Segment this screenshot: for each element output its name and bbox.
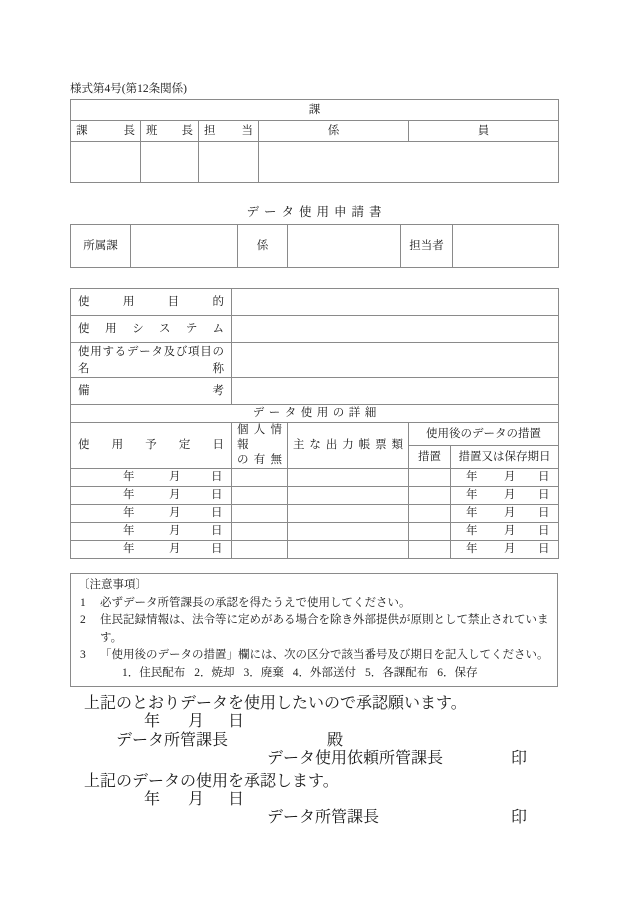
measure-cell[interactable] <box>409 541 451 559</box>
retention-date-month: 月 <box>504 543 516 555</box>
retention-date-day: 日 <box>538 525 550 537</box>
note-item-2 <box>78 612 550 647</box>
approval-col-in: 員 <box>409 121 559 142</box>
applicant-seal-mark[interactable]: 印 <box>511 750 528 767</box>
data-item-names-label-line1: 使用するデータ及び項目の <box>78 346 224 358</box>
note-item-1-text: 必ずデータ所管課長の承認を得たうえで使用してください。 <box>100 596 411 609</box>
note-item-3-text: 「使用後のデータの措置」欄には、次の区分で該当番号及び期日を記入してください。 <box>100 649 549 661</box>
personal-info-header-line1: 個人情報 <box>237 424 282 451</box>
use-date-cell[interactable] <box>71 523 232 541</box>
note-item-1 <box>78 595 550 613</box>
remarks-label <box>71 378 232 405</box>
table-row <box>71 523 559 541</box>
table-row <box>71 100 559 121</box>
approval-col-kacho-label: 課 長 <box>76 124 135 137</box>
output-docs-cell[interactable] <box>288 541 409 559</box>
use-date-month: 月 <box>169 507 181 519</box>
use-date-day: 日 <box>211 543 223 555</box>
note-item-3 <box>78 647 550 665</box>
person-in-charge-label: 担当者 <box>401 225 453 268</box>
retention-date-cell[interactable] <box>451 523 559 541</box>
measure-cell[interactable] <box>409 523 451 541</box>
purpose-label <box>71 289 232 316</box>
use-date-cell[interactable] <box>71 541 232 559</box>
use-date-year: 年 <box>123 489 135 501</box>
measure-header: 措置 <box>409 446 451 469</box>
output-docs-cell[interactable] <box>288 487 409 505</box>
retention-date-year: 年 <box>466 507 478 519</box>
note-item-2-text: 住民記録情報は、法令等に定めがある場合を除き外部提供が原則として禁止されています。 <box>100 614 549 644</box>
approval-date[interactable] <box>144 786 244 809</box>
table-row <box>71 142 559 183</box>
personal-info-cell[interactable] <box>232 469 288 487</box>
approval-col-hancho <box>141 121 199 142</box>
personal-info-cell[interactable] <box>232 523 288 541</box>
retention-date-value <box>451 542 558 557</box>
approval-header-ka: 課 <box>71 100 559 121</box>
retention-date-cell[interactable] <box>451 487 559 505</box>
retention-date-month: 月 <box>504 507 516 519</box>
use-date-value <box>71 470 231 485</box>
retention-date-year: 年 <box>466 489 478 501</box>
measure-cell[interactable] <box>409 487 451 505</box>
use-date-month: 月 <box>169 525 181 537</box>
use-date-value <box>71 542 231 557</box>
approval-date-month: 月 <box>188 791 205 808</box>
retention-date-month: 月 <box>504 525 516 537</box>
use-date-value <box>71 506 231 521</box>
note-item-1-number: 1 <box>80 596 86 609</box>
table-row <box>71 487 559 505</box>
personal-info-cell[interactable] <box>232 541 288 559</box>
measure-or-retention-header: 措置又は保存期日 <box>451 446 559 469</box>
application-date-month: 月 <box>188 713 205 730</box>
personal-info-header <box>232 423 288 469</box>
approval-col-hancho-label: 班 長 <box>146 124 193 137</box>
approval-col-kacho <box>71 121 141 142</box>
personal-info-header-line2: の有無 <box>237 454 282 466</box>
page-title: データ使用申請書 <box>246 205 387 219</box>
table-row <box>71 405 559 423</box>
disposal-option-6: 6．保存 <box>437 666 478 679</box>
approval-stamp-hancho[interactable] <box>141 142 199 183</box>
purpose-field[interactable] <box>232 289 559 316</box>
disposal-option-2: 2．焼却 <box>194 666 235 679</box>
after-use-header: 使用後のデータの措置 <box>409 423 559 446</box>
table-row <box>71 423 559 446</box>
note-item-3-number: 3 <box>80 649 86 661</box>
table-row <box>71 225 559 268</box>
table-row <box>71 121 559 142</box>
approver-title: データ所管課長 <box>267 809 380 826</box>
table-row <box>71 316 559 343</box>
retention-date-year: 年 <box>466 525 478 537</box>
system-label <box>71 316 232 343</box>
data-item-names-label <box>71 343 232 378</box>
use-date-year: 年 <box>123 543 135 555</box>
use-date-value <box>71 524 231 539</box>
approval-stamp-tanto[interactable] <box>199 142 259 183</box>
section-field[interactable] <box>288 225 401 268</box>
retention-date-cell[interactable] <box>451 469 559 487</box>
person-in-charge-field[interactable] <box>453 225 559 268</box>
personal-info-cell[interactable] <box>232 487 288 505</box>
note-item-2-number: 2 <box>80 614 86 626</box>
use-date-month: 月 <box>169 471 181 483</box>
affiliation-label: 所属課 <box>71 225 131 268</box>
use-date-year: 年 <box>123 471 135 483</box>
data-item-names-label-line2: 名称 <box>78 363 224 375</box>
approval-col-tanto-label: 担 当 <box>204 124 253 137</box>
approval-stamp-table <box>70 99 559 183</box>
disposal-option-3: 3．廃棄 <box>243 666 284 679</box>
application-addressee: データ所管課長 <box>116 732 229 749</box>
table-row <box>71 289 559 316</box>
retention-date-day: 日 <box>538 489 550 501</box>
retention-date-value <box>451 524 558 539</box>
retention-date-year: 年 <box>466 471 478 483</box>
retention-date-cell[interactable] <box>451 505 559 523</box>
application-honorific: 殿 <box>327 732 344 749</box>
table-row <box>71 343 559 378</box>
use-date-cell[interactable] <box>71 469 232 487</box>
output-docs-cell[interactable] <box>288 469 409 487</box>
affiliation-field[interactable] <box>131 225 238 268</box>
use-date-year: 年 <box>123 507 135 519</box>
use-date-value <box>71 488 231 503</box>
use-date-day: 日 <box>211 471 223 483</box>
disposal-option-5: 5．各課配布 <box>365 666 429 679</box>
form-number-caption: 様式第4号(第12条関係) <box>70 83 187 95</box>
measure-cell[interactable] <box>409 505 451 523</box>
retention-date-value <box>451 506 558 521</box>
notes-box <box>70 573 558 687</box>
retention-date-value <box>451 470 558 485</box>
data-item-names-field[interactable] <box>232 343 559 378</box>
approval-sentence: 上記のデータの使用を承認します。 <box>84 773 339 790</box>
system-field[interactable] <box>232 316 559 343</box>
approval-date-year: 年 <box>144 791 161 808</box>
section-label: 係 <box>238 225 288 268</box>
department-table <box>70 224 559 268</box>
main-detail-table <box>70 288 559 559</box>
application-date-year: 年 <box>144 713 161 730</box>
retention-date-value <box>451 488 558 503</box>
table-row <box>71 378 559 405</box>
output-docs-cell[interactable] <box>288 523 409 541</box>
personal-info-cell[interactable] <box>232 505 288 523</box>
approver-seal-mark[interactable]: 印 <box>511 809 528 826</box>
approval-col-tanto <box>199 121 259 142</box>
applicant-title: データ使用依頼所管課長 <box>267 750 444 767</box>
use-date-month: 月 <box>169 543 181 555</box>
output-docs-header <box>288 423 409 469</box>
disposal-option-1: 1．住民配布 <box>122 666 186 679</box>
remarks-label-text: 備考 <box>78 384 224 397</box>
retention-date-day: 日 <box>538 471 550 483</box>
disposal-option-4: 4．外部送付 <box>292 666 356 679</box>
system-label-text: 使用システム <box>78 322 224 335</box>
table-row <box>71 541 559 559</box>
use-date-header <box>71 423 232 469</box>
use-date-cell[interactable] <box>71 487 232 505</box>
use-date-day: 日 <box>211 507 223 519</box>
approval-stamp-kacho[interactable] <box>71 142 141 183</box>
retention-date-month: 月 <box>504 471 516 483</box>
retention-date-day: 日 <box>538 543 550 555</box>
output-docs-header-text: 主な出力帳票類 <box>293 439 403 451</box>
table-row <box>71 505 559 523</box>
use-date-header-text: 使用予定日 <box>78 439 224 451</box>
output-docs-cell[interactable] <box>288 505 409 523</box>
approval-stamp-kakariin[interactable] <box>259 142 559 183</box>
use-date-cell[interactable] <box>71 505 232 523</box>
usage-detail-section-title: データ使用の詳細 <box>71 405 559 423</box>
use-date-month: 月 <box>169 489 181 501</box>
retention-date-month: 月 <box>504 489 516 501</box>
application-date-day: 日 <box>228 713 245 730</box>
approval-col-kakari: 係 <box>259 121 409 142</box>
approval-date-day: 日 <box>228 791 245 808</box>
use-date-day: 日 <box>211 525 223 537</box>
use-date-day: 日 <box>211 489 223 501</box>
table-row <box>71 469 559 487</box>
retention-date-day: 日 <box>538 507 550 519</box>
measure-cell[interactable] <box>409 469 451 487</box>
notes-heading: 〔注意事項〕 <box>78 579 147 591</box>
purpose-label-text: 使用目的 <box>78 295 224 308</box>
use-date-year: 年 <box>123 525 135 537</box>
retention-date-cell[interactable] <box>451 541 559 559</box>
retention-date-year: 年 <box>466 543 478 555</box>
remarks-field[interactable] <box>232 378 559 405</box>
disposal-options-list <box>78 665 550 683</box>
application-sentence: 上記のとおりデータを使用したいので承認願います。 <box>84 695 467 712</box>
